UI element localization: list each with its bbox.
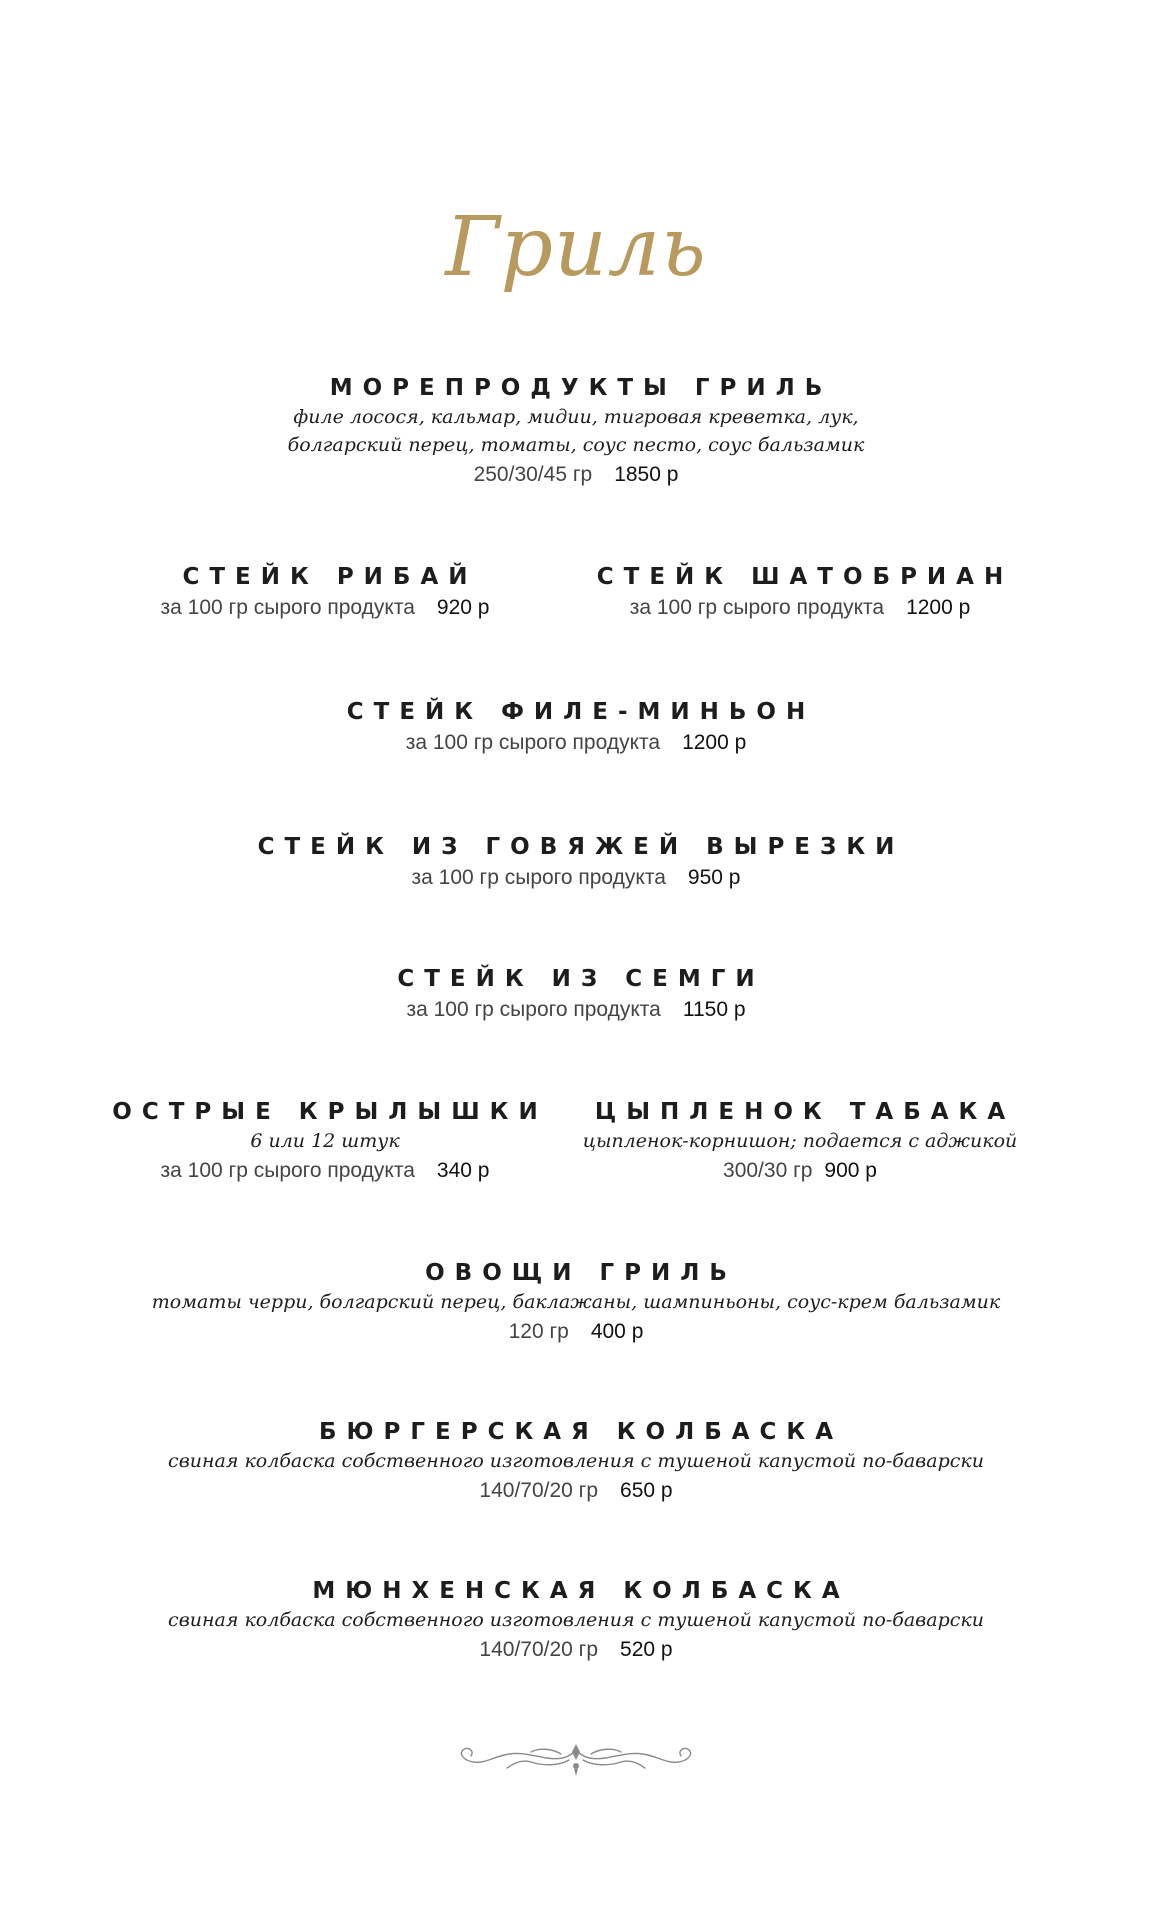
page-title: Гриль (445, 200, 707, 295)
menu-item-beef-tenderloin (0, 832, 1152, 894)
ornament-divider-icon (451, 1740, 701, 1780)
item-price: 520 р (620, 1638, 673, 1661)
item-weight: 120 гр (508, 1320, 569, 1343)
item-price-line (0, 1316, 1152, 1348)
menu-item-chateaubriand (560, 562, 1040, 624)
item-description-line-1: филе лосося, кальмар, мидии, тигровая креветка, лук, (293, 406, 859, 428)
item-weight: за 100 гр сырого продукта (406, 998, 661, 1021)
item-price: 920 р (436, 596, 490, 619)
menu-item-filet-mignon (0, 697, 1152, 759)
item-price: 340 р (436, 1159, 490, 1182)
menu-item-burger-sausage (0, 1417, 1152, 1507)
item-price-line (560, 592, 1040, 624)
item-weight: за 100 гр сырого продукта (405, 731, 661, 754)
item-weight: 140/70/20 гр (479, 1638, 599, 1661)
item-name: СТЕЙК ФИЛЕ-МИНЬОН (346, 699, 816, 725)
item-weight: 250/30/45 гр (473, 463, 593, 486)
item-price-line (100, 592, 550, 624)
item-price-line (0, 459, 1152, 491)
item-price-line (100, 1155, 550, 1187)
menu-item-grilled-vegetables (0, 1258, 1152, 1348)
item-name: ОВОЩИ ГРИЛЬ (425, 1260, 737, 1286)
item-description: цыпленок-корнишон; подается с аджикой (582, 1130, 1018, 1152)
item-price: 650 р (620, 1479, 673, 1502)
item-price: 400 р (590, 1320, 644, 1343)
item-weight: за 100 гр сырого продукта (160, 596, 415, 619)
item-name: СТЕЙК РИБАЙ (182, 564, 478, 590)
item-name: СТЕЙК ШАТОБРИАН (596, 564, 1014, 590)
item-description-line-2: болгарский перец, томаты, соус песто, соус бальзамик (287, 434, 865, 456)
item-weight: 300/30 гр (723, 1159, 813, 1182)
item-price: 950 р (687, 866, 741, 889)
item-weight: за 100 гр сырого продукта (411, 866, 666, 889)
item-description: свиная колбаска собственного изготовления с тушеной капустой по-баварски (168, 1609, 984, 1631)
item-name: СТЕЙК ИЗ СЕМГИ (397, 966, 765, 992)
item-price-line (0, 727, 1152, 759)
item-weight: за 100 гр сырого продукта (629, 596, 885, 619)
item-price-line (0, 1634, 1152, 1666)
item-price: 1200 р (906, 596, 971, 619)
item-name: ЦЫПЛЕНОК ТАБАКА (594, 1099, 1016, 1125)
item-name: МОРЕПРОДУКТЫ ГРИЛЬ (329, 375, 833, 401)
item-price: 1150 р (682, 998, 746, 1021)
item-price-line (0, 994, 1152, 1026)
item-price: 1200 р (682, 731, 747, 754)
item-price-line (0, 862, 1152, 894)
item-description: 6 или 12 штук (250, 1130, 400, 1152)
item-weight: за 100 гр сырого продукта (160, 1159, 415, 1182)
item-weight: 140/70/20 гр (479, 1479, 599, 1502)
item-name: БЮРГЕРСКАЯ КОЛБАСКА (318, 1419, 844, 1445)
item-price-line (0, 1475, 1152, 1507)
menu-item-salmon-steak (0, 964, 1152, 1026)
item-price-line (560, 1155, 1040, 1187)
menu-item-seafood-grill (0, 373, 1152, 491)
item-description: свиная колбаска собственного изготовления с тушеной капустой по-баварски (168, 1450, 984, 1472)
menu-item-spicy-wings (100, 1097, 550, 1187)
item-description: томаты черри, болгарский перец, баклажаны, шампиньоны, соус-крем бальзамик (151, 1291, 1001, 1313)
item-name: ОСТРЫЕ КРЫЛЫШКИ (112, 1099, 548, 1125)
item-price: 900 р (824, 1159, 877, 1182)
menu-item-chicken-tabaka (560, 1097, 1040, 1187)
menu-item-munich-sausage (0, 1576, 1152, 1666)
item-price: 1850 р (614, 463, 679, 486)
item-name: СТЕЙК ИЗ ГОВЯЖЕЙ ВЫРЕЗКИ (257, 834, 905, 860)
item-name: МЮНХЕНСКАЯ КОЛБАСКА (312, 1578, 850, 1604)
menu-item-ribeye (100, 562, 550, 624)
